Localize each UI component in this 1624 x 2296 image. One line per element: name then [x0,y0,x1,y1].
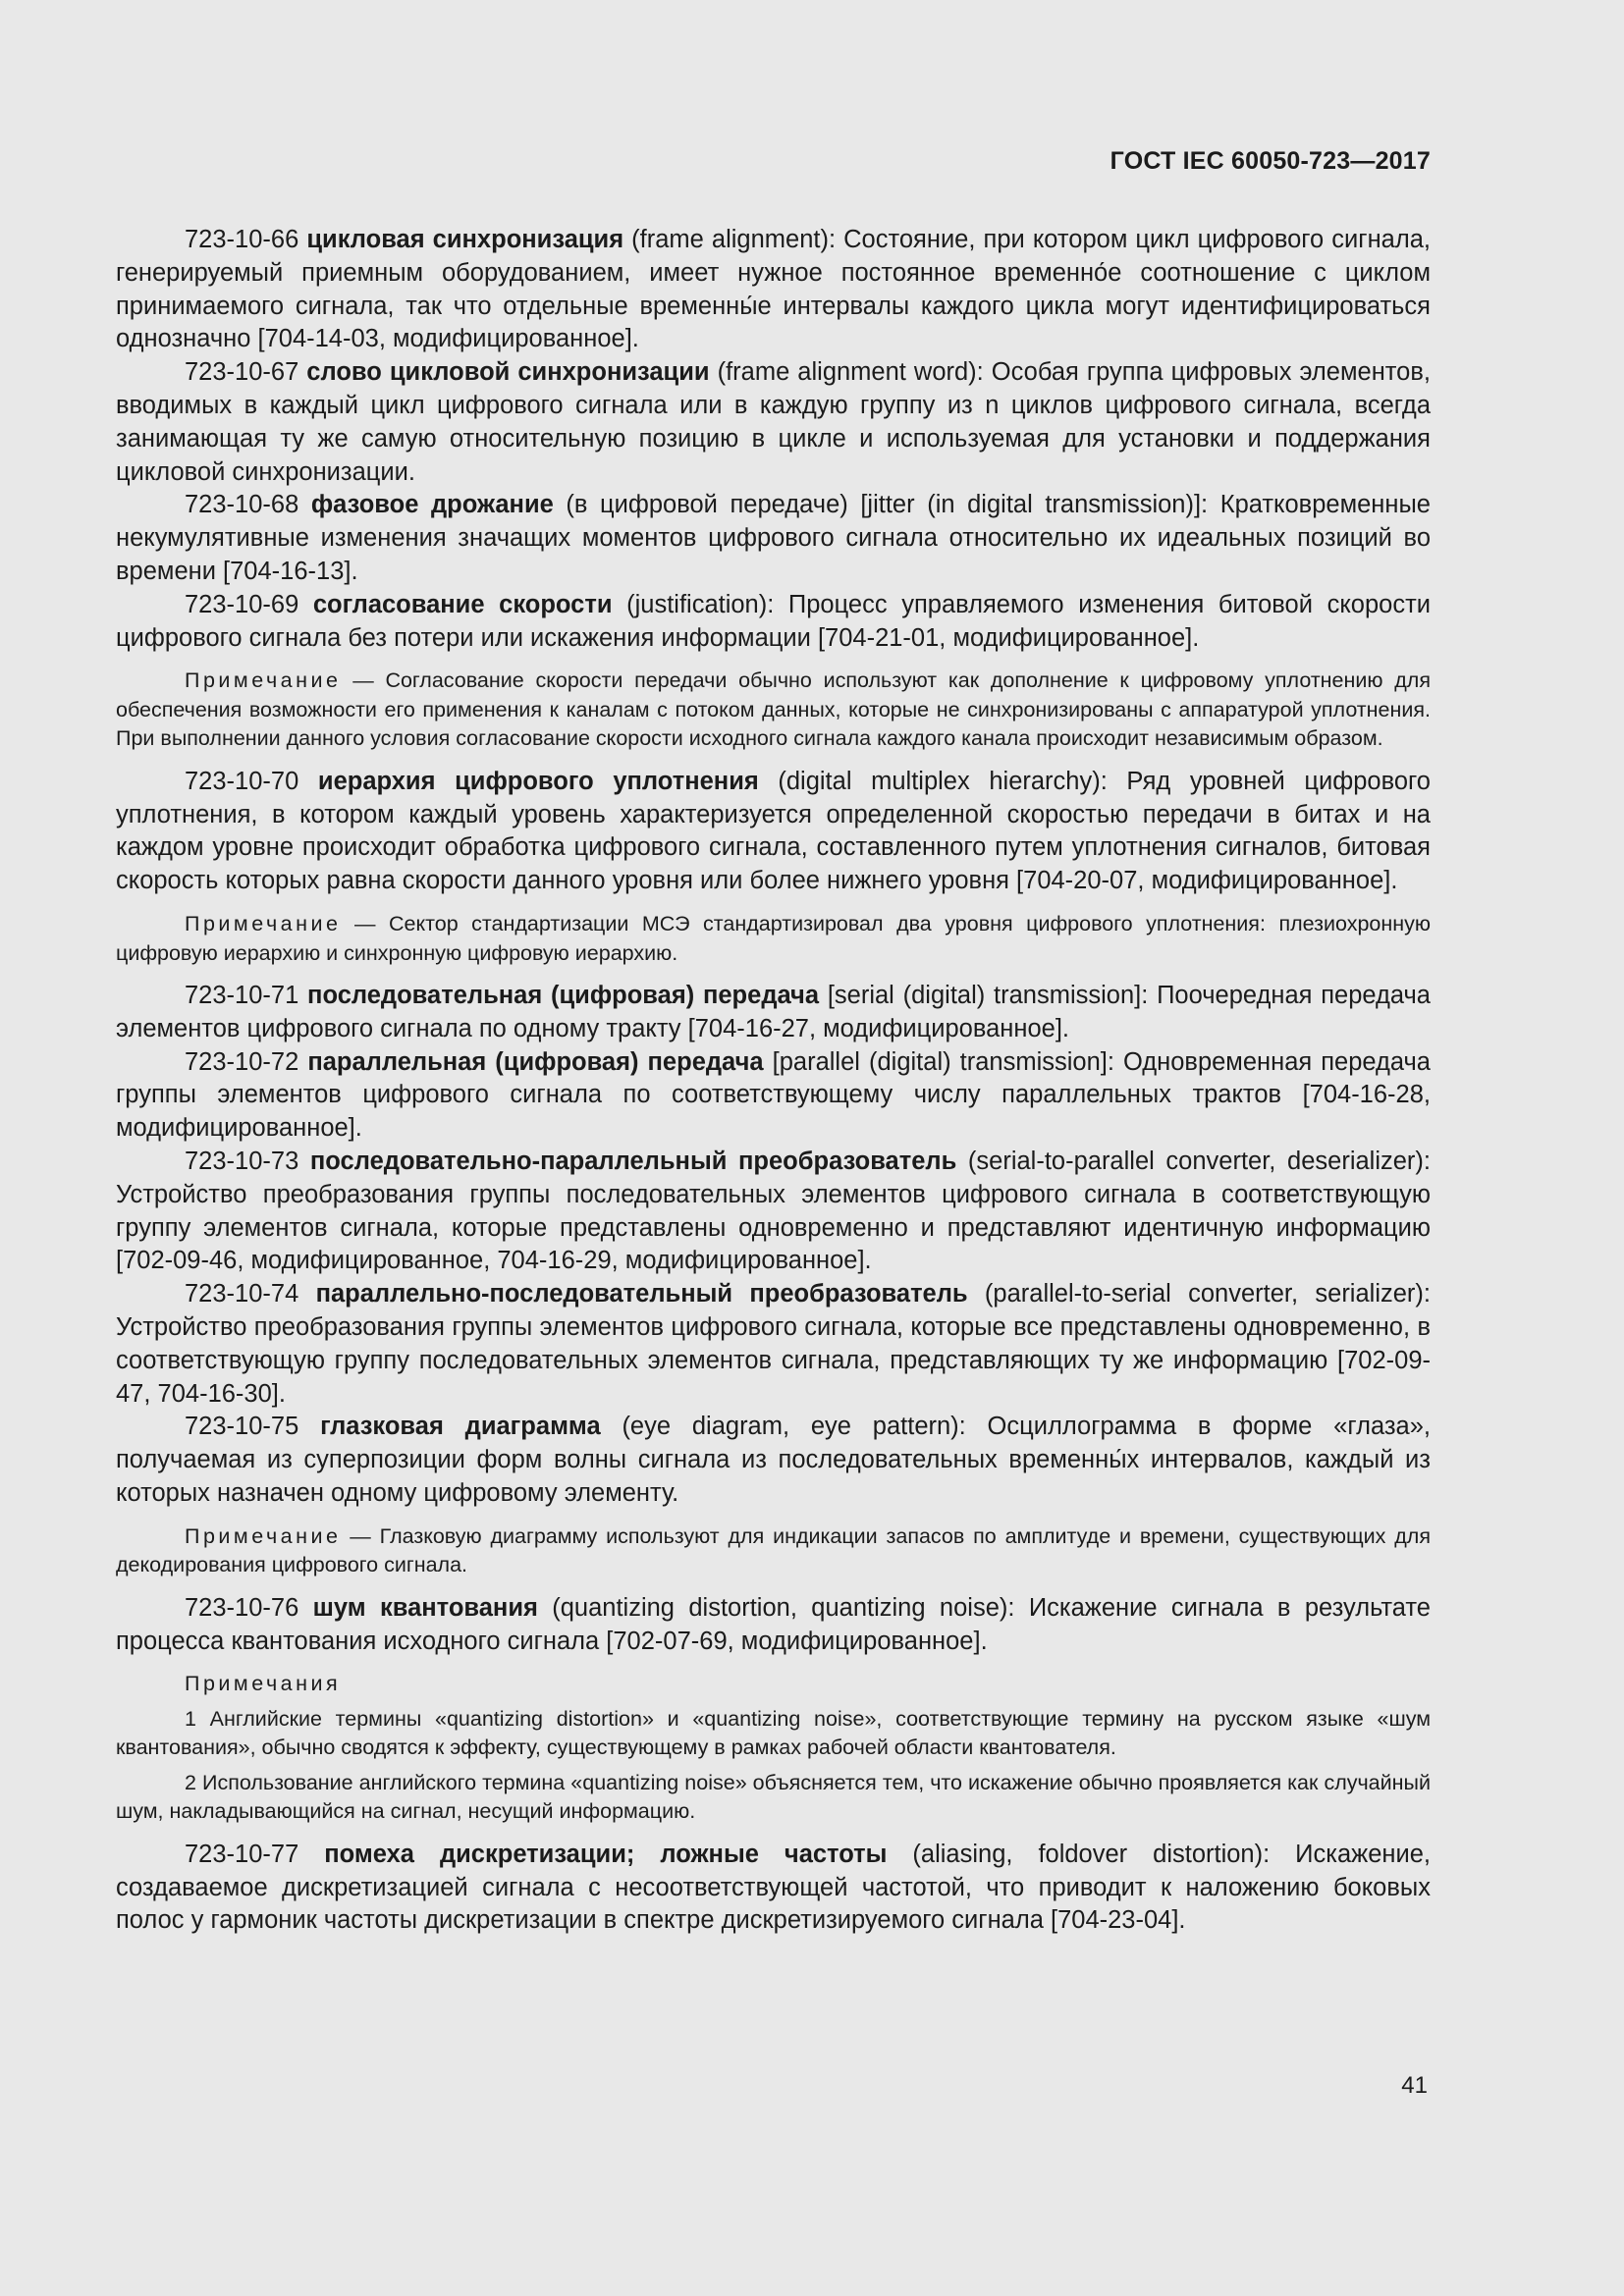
note-text: — Сектор стандартизации МСЭ стандартизировал два уровня цифрового уплотнения: плезиохронную цифровую иерархию и синхронную цифровую иерархию. [116,912,1431,965]
definition-723-10-77 [116,1839,1431,1938]
entry-definition: (quantizing distortion, quantizing noise): Искажение сигнала в результате процесса квантования исходного сигнала [702-07-69, модифицированное]. [116,1593,1431,1655]
entry-definition: (serial-to-parallel converter, deserializer): Устройство преобразования группы последовательных элементов цифрового сигнала в соответствующую группу элементов сигнала, которые представлены одновременно и представляют идентичную информацию [702-09-46, модифицированное, 704-16-29, модифицированное]. [116,1148,1431,1275]
entry-definition: [serial (digital) transmission]: Поочередная передача элементов цифрового сигнала по одному тракту [704-16-27, модифицированное]. [116,982,1431,1042]
entry-number: 723-10-73 [185,1148,299,1176]
entry-number: 723-10-66 [185,226,299,253]
notes-plural-label: Примечания [185,1672,342,1696]
definition-723-10-71 [116,980,1431,1046]
entry-number: 723-10-76 [185,1593,299,1622]
definition-723-10-66 [116,224,1431,356]
entry-number: 723-10-71 [185,982,299,1010]
entry-term: помеха дискретизации; ложные частоты [324,1840,888,1868]
definition-723-10-70 [116,766,1431,898]
entry-number: 723-10-67 [185,358,299,387]
entry-term: фазовое дрожание [310,491,554,519]
entry-term: последовательная (цифровая) передача [307,982,820,1010]
entry-definition: (frame alignment word): Особая группа цифровых элементов, вводимых в каждый цикл цифрового сигнала или в каждую группу из n циклов цифрового сигнала, всегда занимающая ту же самую относительную позицию в цикле и используемая для установки и поддержания цикловой синхронизации. [116,358,1431,486]
page-number: 41 [1401,2072,1428,2099]
definition-723-10-72 [116,1046,1431,1146]
entry-number: 723-10-68 [185,491,299,519]
definition-723-10-74 [116,1278,1431,1411]
notes-heading-723-10-76 [116,1670,1431,1699]
note-label: Примечание [185,912,342,936]
entry-number: 723-10-74 [185,1280,299,1308]
entry-term: иерархия цифрового уплотнения [317,767,759,795]
entry-definition: (в цифровой передаче) [jitter (in digital transmission)]: Кратковременные некумулятивные изменения значащих моментов цифрового сигнала относительно их идеальных позиций во времени [704-16-13]. [116,491,1431,585]
entry-definition: (digital multiplex hierarchy): Ряд уровней цифрового уплотнения, в котором каждый уровень характеризуется определенной скоростью передачи в битах и на каждом уровне происходит обработка цифрового сигнала, составленного путем уплотнения сигналов, битовая скорость которых равна скорости данного уровня или более нижнего уровня [704-20-07, модифицированное]. [116,767,1431,895]
entry-definition: [parallel (digital) transmission]: Одновременная передача группы элементов цифрового сигнала по соответствующему числу параллельных трактов [704-16-28, модифицированное]. [116,1047,1431,1143]
entry-term: цикловая синхронизация [306,226,624,253]
entry-term: глазковая диаграмма [320,1413,601,1441]
note-label: Примечание [185,668,342,693]
document-body [116,224,1431,1938]
note-723-10-76-item-2: 2 Использование английского термина «quantizing noise» объясняется тем, что искажение обычно проявляется как случайный шум, накладывающийся на сигнал, несущий информацию. [116,1770,1431,1824]
document-header: ГОСТ IEC 60050-723—2017 [1110,147,1431,175]
note-723-10-76-item-1: 1 Английские термины «quantizing distortion» и «quantizing noise», соответствующие термину на русском языке «шум квантования», обычно сводятся к эффекту, существующему в рамках рабочей области квантователя. [116,1706,1431,1760]
entry-definition: (eye diagram, eye pattern): Осциллограмма в форме «глаза», получаемая из суперпозиции форм волны сигнала из последовательных временны́х интервалов, каждый из которых назначен одному цифровому элементу. [116,1413,1431,1507]
definition-723-10-76 [116,1592,1431,1659]
note-723-10-70 [116,910,1431,968]
note-text: — Согласование скорости передачи обычно используют как дополнение к цифровому уплотнению для обеспечения возможности его применения к каналам с потоком данных, которые не синхронизированы с аппаратурой уплотнения. При выполнении данного условия согласование скорости исходного сигнала каждого канала происходит независимым образом. [116,668,1431,751]
entry-number: 723-10-69 [185,590,299,618]
entry-number: 723-10-72 [185,1047,299,1076]
entry-definition: (frame alignment): Состояние, при котором цикл цифрового сигнала, генерируемый приемным оборудованием, имеет нужное постоянное временно́е соотношение с циклом принимаемого сигнала, так что отдельные временны́е интервалы каждого цикла могут идентифицироваться однозначно [704-14-03, модифицированное]. [116,226,1431,353]
document-page [116,0,1431,2296]
note-label: Примечание [185,1523,342,1548]
entry-term: параллельно-последовательный преобразователь [315,1280,968,1308]
definition-723-10-75 [116,1411,1431,1510]
definition-723-10-73 [116,1146,1431,1278]
entry-term: шум квантования [312,1593,538,1622]
definition-723-10-68 [116,489,1431,588]
entry-definition: (aliasing, foldover distortion): Искажение, создаваемое дискретизацией сигнала с несоответствующей частотой, что приводит к наложению боковых полос у гармоник частоты дискретизации в спектре дискретизируемого сигнала [704-23-04]. [116,1840,1431,1935]
entry-definition: (justification): Процесс управляемого изменения битовой скорости цифрового сигнала без потери или искажения информации [704-21-01, модифицированное]. [116,590,1431,652]
definition-723-10-69 [116,589,1431,656]
note-723-10-69 [116,667,1431,754]
entry-term: последовательно-параллельный преобразователь [309,1148,957,1176]
entry-term: слово цикловой синхронизации [306,358,710,387]
entry-definition: (parallel-to-serial converter, serializer): Устройство преобразования группы элементов цифрового сигнала, которые все представлены одновременно, в соответствующую группу последовательных элементов сигнала, представляющих ту же информацию [702-09-47, 704-16-30]. [116,1280,1431,1408]
note-723-10-75 [116,1522,1431,1580]
definition-723-10-67 [116,356,1431,489]
entry-number: 723-10-75 [185,1413,299,1441]
entry-term: согласование скорости [312,590,613,618]
entry-term: параллельная (цифровая) передача [307,1047,764,1076]
entry-number: 723-10-77 [185,1840,299,1868]
entry-number: 723-10-70 [185,767,299,795]
note-text: — Глазковую диаграмму используют для индикации запасов по амплитуде и времени, существующих для декодирования цифрового сигнала. [116,1523,1431,1577]
